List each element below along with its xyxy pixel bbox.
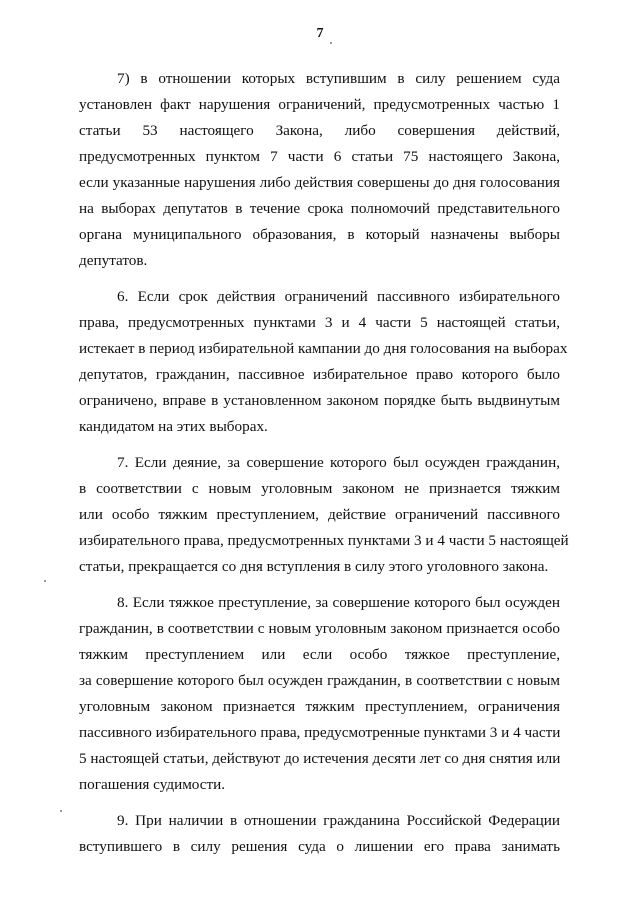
- paragraph-part-6: [79, 284, 568, 440]
- text-line: кандидатом на этих выборах.: [79, 418, 268, 435]
- text-line: органа муниципального образования, в который назначены выборы: [79, 226, 560, 243]
- text-line: 6. Если срок действия ограничений пассивного избирательного: [117, 288, 560, 305]
- text-line: 7) в отношении которых вступившим в силу решением суда: [117, 70, 560, 87]
- text-line: статьи, прекращается со дня вступления в силу этого уголовного закона.: [79, 558, 549, 575]
- text-line: статьи 53 настоящего Закона, либо совершения действий,: [79, 122, 560, 139]
- text-line: пассивного избирательного права, предусмотренные пунктами 3 и 4 части: [79, 724, 561, 741]
- paragraph-item-7: [79, 66, 560, 274]
- paragraph-part-8: [79, 590, 560, 798]
- text-line: на выборах депутатов в течение срока полномочий представительного: [79, 200, 560, 217]
- text-line: гражданин, в соответствии с новым уголовным законом признается особо: [79, 620, 560, 637]
- text-line: 7. Если деяние, за совершение которого был осужден гражданин,: [117, 454, 560, 471]
- scan-speck: [44, 580, 46, 582]
- text-line: права, предусмотренных пунктами 3 и 4 части 5 настоящей статьи,: [79, 314, 560, 331]
- paragraph-part-7: [79, 450, 569, 580]
- text-line: за совершение которого был осужден гражданин, в соответствии с новым: [79, 672, 560, 689]
- text-line: погашения судимости.: [79, 776, 226, 793]
- text-line: тяжким преступлением или если особо тяжкое преступление,: [79, 646, 560, 663]
- document-body: [79, 66, 569, 860]
- text-line: избирательного права, предусмотренных пунктами 3 и 4 части 5 настоящей: [79, 532, 569, 549]
- text-line: истекает в период избирательной кампании до дня голосования на выборах: [79, 340, 568, 357]
- text-line: вступившего в силу решения суда о лишении его права занимать: [79, 838, 560, 855]
- text-line: предусмотренных пунктом 7 части 6 статьи 75 настоящего Закона,: [79, 148, 560, 165]
- page-number: 7: [316, 26, 324, 41]
- paragraph-part-9: [79, 808, 560, 860]
- text-line: ограничено, вправе в установленном законом порядке быть выдвинутым: [79, 392, 560, 409]
- text-line: или особо тяжким преступлением, действие ограничений пассивного: [79, 506, 560, 523]
- text-line: установлен факт нарушения ограничений, предусмотренных частью 1: [79, 96, 560, 113]
- text-line: уголовным законом признается тяжким преступлением, ограничения: [79, 698, 560, 715]
- text-line: 9. При наличии в отношении гражданина Российской Федерации: [117, 812, 560, 829]
- text-line: если указанные нарушения либо действия совершены до дня голосования: [79, 174, 560, 191]
- text-line: 8. Если тяжкое преступление, за совершение которого был осужден: [117, 594, 560, 611]
- scan-speck: [330, 42, 332, 44]
- text-line: в соответствии с новым уголовным законом не признается тяжким: [79, 480, 560, 497]
- text-line: депутатов.: [79, 252, 148, 269]
- text-line: 5 настоящей статьи, действуют до истечения десяти лет со дня снятия или: [79, 750, 561, 767]
- scan-speck: [60, 810, 62, 812]
- text-line: депутатов, гражданин, пассивное избирательное право которого было: [79, 366, 560, 383]
